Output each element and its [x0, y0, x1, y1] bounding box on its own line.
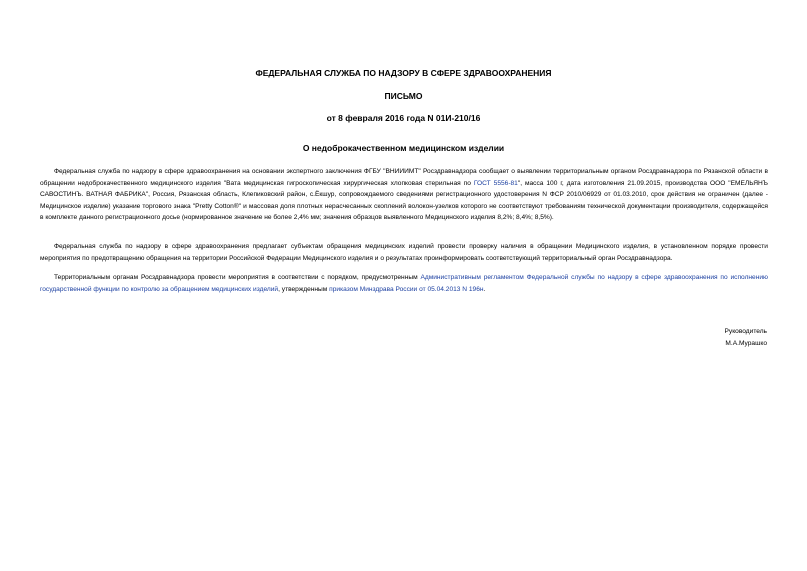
- agency-title: ФЕДЕРАЛЬНАЯ СЛУЖБА ПО НАДЗОРУ В СФЕРЕ ЗДРАВООХРАНЕНИЯ: [255, 68, 552, 78]
- paragraph-1: [40, 166, 768, 224]
- paragraph-3-text-b: , утвержденным: [278, 285, 330, 293]
- reglament-link[interactable]: Административным регламентом Федеральной службы по надзору в сфере здравоохранения по исполнению государственной функции по контролю за обращением медицинских изделий: [40, 274, 768, 293]
- paragraph-3-text-c: .: [483, 285, 486, 293]
- document-date-number: от 8 февраля 2016 года N 01И-210/16: [326, 113, 481, 123]
- paragraph-3: [40, 272, 768, 295]
- order-link[interactable]: приказом Минздрава России от 05.04.2013 N 196н: [329, 285, 484, 293]
- document-type: ПИСЬМО: [384, 91, 423, 101]
- signature-title: Руководитель: [724, 328, 767, 335]
- signature-name: М.А.Мурашко: [725, 340, 767, 347]
- paragraph-1-text-a: Федеральная служба по надзору в сфере здравоохранения на основании экспертного заключения ФГБУ "ВНИИИМТ" Росздравнадзора сообщает о выявлении территориальным органом Росздравнадзора по Рязанской области в обращении недоброкачественного медицинского изделия "Вата медицинская гигроскопическая хирургическая хлопковая стерильная по: [40, 168, 768, 187]
- document-subject: О недоброкачественном медицинском изделии: [302, 143, 505, 153]
- paragraph-3-text-a: Территориальным органам Росздравнадзора провести мероприятия в соответствии с порядком, предусмотренным: [54, 274, 421, 281]
- gost-link[interactable]: ГОСТ 5556-81: [473, 179, 518, 187]
- paragraph-2: Федеральная служба по надзору в сфере здравоохранения предлагает субъектам обращения медицинских изделий провести проверку наличия в обращении Медицинского изделия, в установленном порядке провести мероприятия по предотвращению обращения на территории Российской Федерации Медицинского изделия и о результатах проинформировать соответствующий территориальный орган Росздравнадзора.: [40, 243, 768, 262]
- paragraph-1-text-b: ", масса 100 г, дата изготовления 21.09.2015, производства ООО "ЕМЕЛЬЯНЪ САВОСТИНЪ. ВАТНАЯ ФАБРИКА", Россия, Рязанская область, Клепиковский район, с.Ёкшур, сопровождаемого сведениями регистрационного удостоверения N ФСР 2010/06929 от 01.03.2010, срок действия не ограничен (далее - Медицинское изделие) указание торгового знака "Pretty Cotton®" и массовая доля плотных нерасчесанных скоплений волокон-узелков которого не соответствуют требованиям технической документации производителя, содержащейся в комплекте данного регистрационного досье (нормированное значение не более 2,4% мм; значения образцов выявленного Медицинского изделия 8,2%; 8,4%; 8,5%).: [40, 179, 769, 221]
